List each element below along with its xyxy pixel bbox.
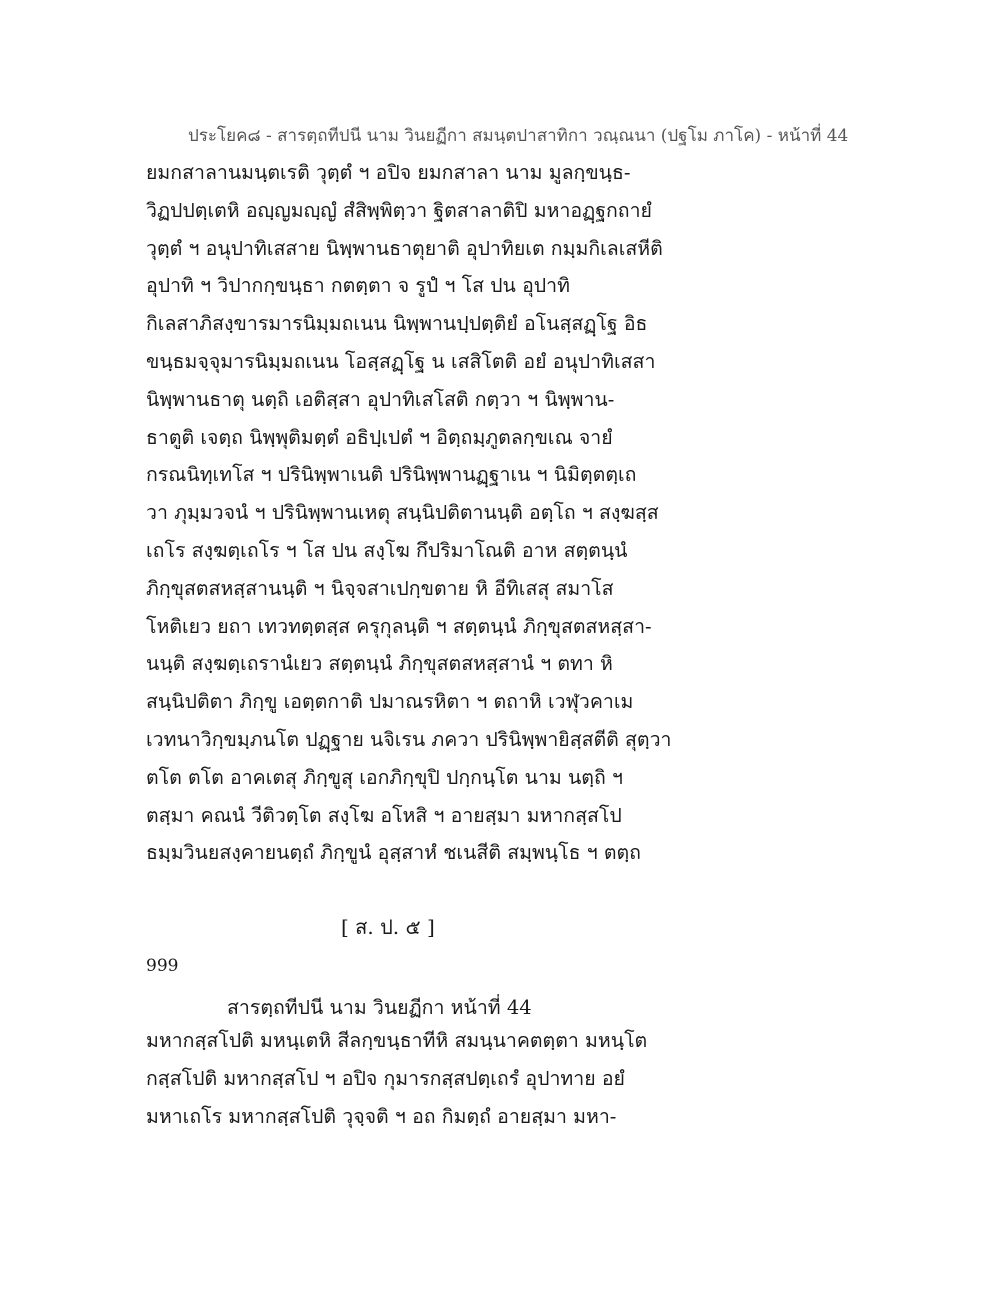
text-line: กสฺสโปติ มหากสฺสโป ฯ อปิจ กุมารกสฺสปตฺเถรํ อุปาทาย อยํ xyxy=(146,1066,625,1090)
text-line: กรณนิทฺเทโส ฯ ปรินิพฺพาเนติ ปรินิพฺพานฏฺฐาเน ฯ นิมิตฺตตฺเถ xyxy=(146,463,637,487)
text-line: มหากสฺสโปติ มหนฺเตหิ สีลกฺขนฺธาทีหิ สมนฺนาคตตฺตา มหนฺโต xyxy=(146,1029,648,1052)
text-line: ธาตูติ เจตฺถ นิพฺพุติมตฺตํ อธิปฺเปตํ ฯ อิตฺถมฺภูตลกฺขเณ จายํ xyxy=(146,425,613,449)
text-line: โหติเยว ยถา เทวทตฺตสฺส ครุกุลนฺติ ฯ สตฺตนฺนํ ภิกฺขุสตสหสฺสา- xyxy=(146,614,652,638)
text-line: นิพฺพานธาตุ นตฺถิ เอติสฺสา อุปาทิเสโสติ กตฺวา ฯ นิพฺพาน- xyxy=(146,387,615,411)
text-line: ตสฺมา คณนํ วีติวตฺโต สงฺโฆ อโหสิ ฯ อายสฺมา มหากสฺสโป xyxy=(146,803,622,827)
text-line: ยมกสาลานมนฺตเรติ วุตฺตํ ฯ อปิจ ยมกสาลา นาม มูลกฺขนฺธ- xyxy=(146,161,631,184)
text-line: มหาเถโร มหากสฺสโปติ วุจฺจติ ฯ อถ กิมตฺถํ อายสฺมา มหา- xyxy=(146,1104,617,1128)
text-line: เวทนาวิกฺขมฺภนโต ปฏฺฐาย นจิเรน ภควา ปรินิพฺพายิสฺสตีติ สุตฺวา xyxy=(146,727,672,751)
text-line: อุปาทิ ฯ วิปากกฺขนฺธา กตตฺตา จ รูปํ ฯ โส ปน อุปาทิ xyxy=(146,274,570,298)
page-number: 999 xyxy=(146,956,179,976)
text-line: ขนฺธมจฺจุมารนิมฺมถเนน โอสฺสฏฺโฐ น เสสิโตติ อยํ อนุปาทิเสสา xyxy=(146,349,656,373)
reference-marker: [ ส. ป. ๕ ] xyxy=(341,915,435,939)
text-line: ภิกฺขุสตสหสฺสานนฺติ ฯ นิจฺจสาเปกฺขตาย หิ อีทิเสสุ สมาโส xyxy=(146,576,614,600)
text-line: เถโร สงฺฆตฺเถโร ฯ โส ปน สงฺโฆ กึปริมาโณติ อาห สตฺตนฺนํ xyxy=(146,538,628,562)
text-line: วิฏปปตฺเตหิ อญฺญมญฺญํ สํสิพฺพิตฺวา ฐิตสาลาติปิ มหาอฏฺฐกถายํ xyxy=(146,198,652,222)
sub-header: สารตฺถทีปนี นาม วินยฏีกา หน้าที่ 44 xyxy=(227,996,532,1019)
text-line: วุตฺตํ ฯ อนุปาทิเสสาย นิพฺพานธาตุยาติ อุปาทิยเต กมฺมกิเลเสหีติ xyxy=(146,236,663,260)
text-line: ตโต ตโต อาคเตสุ ภิกฺขูสุ เอกภิกฺขุปิ ปกฺกนฺโต นาม นตฺถิ ฯ xyxy=(146,765,623,789)
text-line: กิเลสาภิสงฺขารมารนิมฺมถเนน นิพฺพานปฺปตฺติยํ อโนสฺสฏฺโฐ อิธ xyxy=(146,312,648,336)
body-text-continued xyxy=(146,1022,686,1135)
text-line: วา ภุมฺมวจนํ ฯ ปรินิพฺพานเหตุ สนฺนิปติตานนฺติ อตฺโถ ฯ สงฺฆสฺส xyxy=(146,501,659,525)
text-line: ธมฺมวินยสงฺคายนตฺถํ ภิกฺขูนํ อุสฺสาหํ ชเนสีติ สมฺพนฺโธ ฯ ตตฺถ xyxy=(146,841,641,865)
text-line: สนฺนิปติตา ภิกฺขู เอตฺตกาติ ปมาณรหิตา ฯ ตถาหิ เวฬุวคาเม xyxy=(146,690,634,714)
body-text xyxy=(146,154,686,872)
text-line: นนฺติ สงฺฆตฺเถรานํเยว สตฺตนฺนํ ภิกฺขุสตสหสฺสานํ ฯ ตทา หิ xyxy=(146,652,613,676)
page-header: ประโยค๘ - สารตฺถทีปนี นาม วินยฏีกา สมนฺตปาสาทิกา วณฺณนา (ปฐโม ภาโค) - หน้าที่ 44 xyxy=(188,126,849,146)
